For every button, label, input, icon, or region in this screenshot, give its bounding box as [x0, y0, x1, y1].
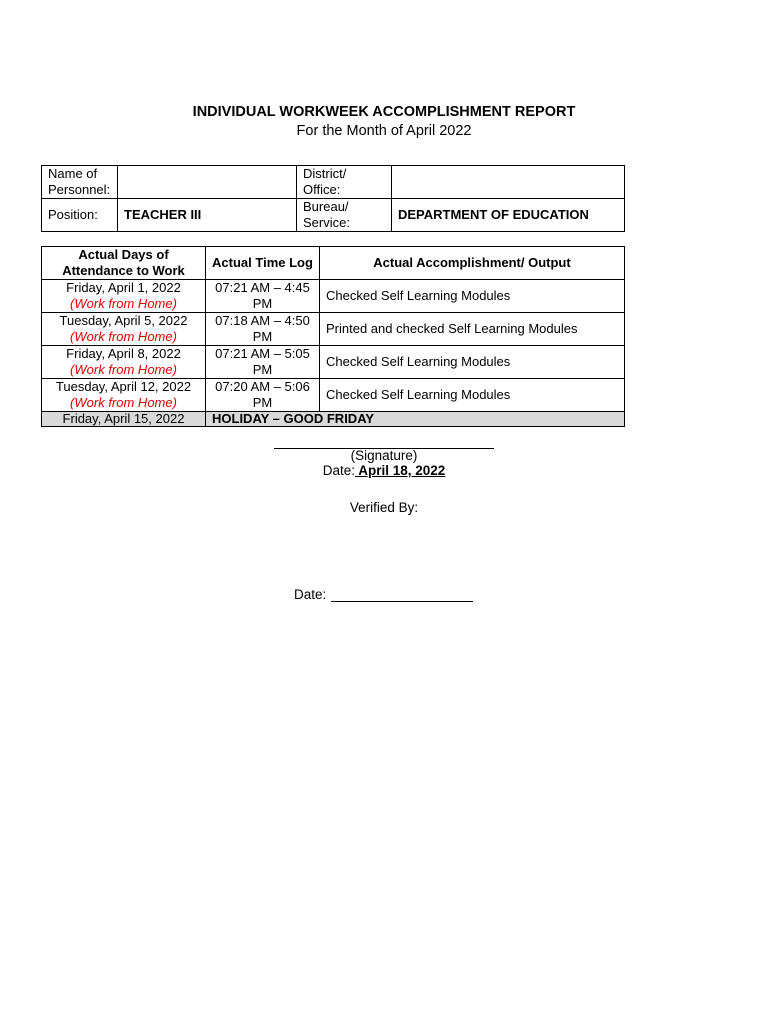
- accomplishment: Checked Self Learning Modules: [320, 280, 625, 313]
- attendance-log-table: [41, 246, 625, 427]
- table-row: [42, 280, 625, 313]
- date-value: April 18, 2022: [354, 463, 446, 478]
- bureau-label: Bureau/ Service:: [297, 199, 392, 232]
- holiday-row: [42, 412, 625, 427]
- report-subtitle: For the Month of April 2022: [296, 123, 472, 139]
- header-time-log: Actual Time Log: [206, 247, 320, 280]
- table-row: [42, 313, 625, 346]
- verifier-date-label: Date:: [294, 587, 327, 602]
- attendance-date: Friday, April 8, 2022 (Work from Home): [42, 346, 206, 379]
- time-log: 07:21 AM – 4:45 PM: [206, 280, 320, 313]
- accomplishment: Printed and checked Self Learning Modules: [320, 313, 625, 346]
- verified-by: Verified By:: [349, 500, 419, 515]
- bureau-value: DEPARTMENT OF EDUCATION: [392, 199, 625, 232]
- work-from-home-note: (Work from Home): [70, 296, 177, 311]
- position-value: TEACHER III: [118, 199, 297, 232]
- accomplishment: Checked Self Learning Modules: [320, 379, 625, 412]
- signature-date: [0, 463, 768, 478]
- work-from-home-note: (Work from Home): [70, 362, 177, 377]
- name-value: [118, 166, 297, 199]
- verifier-date-line: [331, 601, 473, 602]
- report-title: INDIVIDUAL WORKWEEK ACCOMPLISHMENT REPORT: [192, 104, 576, 120]
- header-accomplishment: Actual Accomplishment/ Output: [320, 247, 625, 280]
- table-row: [42, 346, 625, 379]
- holiday-label: HOLIDAY – GOOD FRIDAY: [206, 412, 625, 427]
- holiday-date: Friday, April 15, 2022: [42, 412, 206, 427]
- personnel-info-table: [41, 165, 625, 232]
- name-label: Name of Personnel:: [42, 166, 118, 199]
- signature-caption: (Signature): [350, 448, 418, 463]
- time-log: 07:18 AM – 4:50 PM: [206, 313, 320, 346]
- time-log: 07:21 AM – 5:05 PM: [206, 346, 320, 379]
- work-from-home-note: (Work from Home): [70, 395, 177, 410]
- attendance-date: Tuesday, April 12, 2022 (Work from Home): [42, 379, 206, 412]
- district-label: District/ Office:: [297, 166, 392, 199]
- district-value: [392, 166, 625, 199]
- time-log: 07:20 AM – 5:06 PM: [206, 379, 320, 412]
- attendance-date: Friday, April 1, 2022 (Work from Home): [42, 280, 206, 313]
- table-row: [42, 379, 625, 412]
- accomplishment: Checked Self Learning Modules: [320, 346, 625, 379]
- position-label: Position:: [42, 199, 118, 232]
- work-from-home-note: (Work from Home): [70, 329, 177, 344]
- date-label: Date:: [322, 463, 355, 478]
- header-days: Actual Days of Attendance to Work: [42, 247, 206, 280]
- attendance-date: Tuesday, April 5, 2022 (Work from Home): [42, 313, 206, 346]
